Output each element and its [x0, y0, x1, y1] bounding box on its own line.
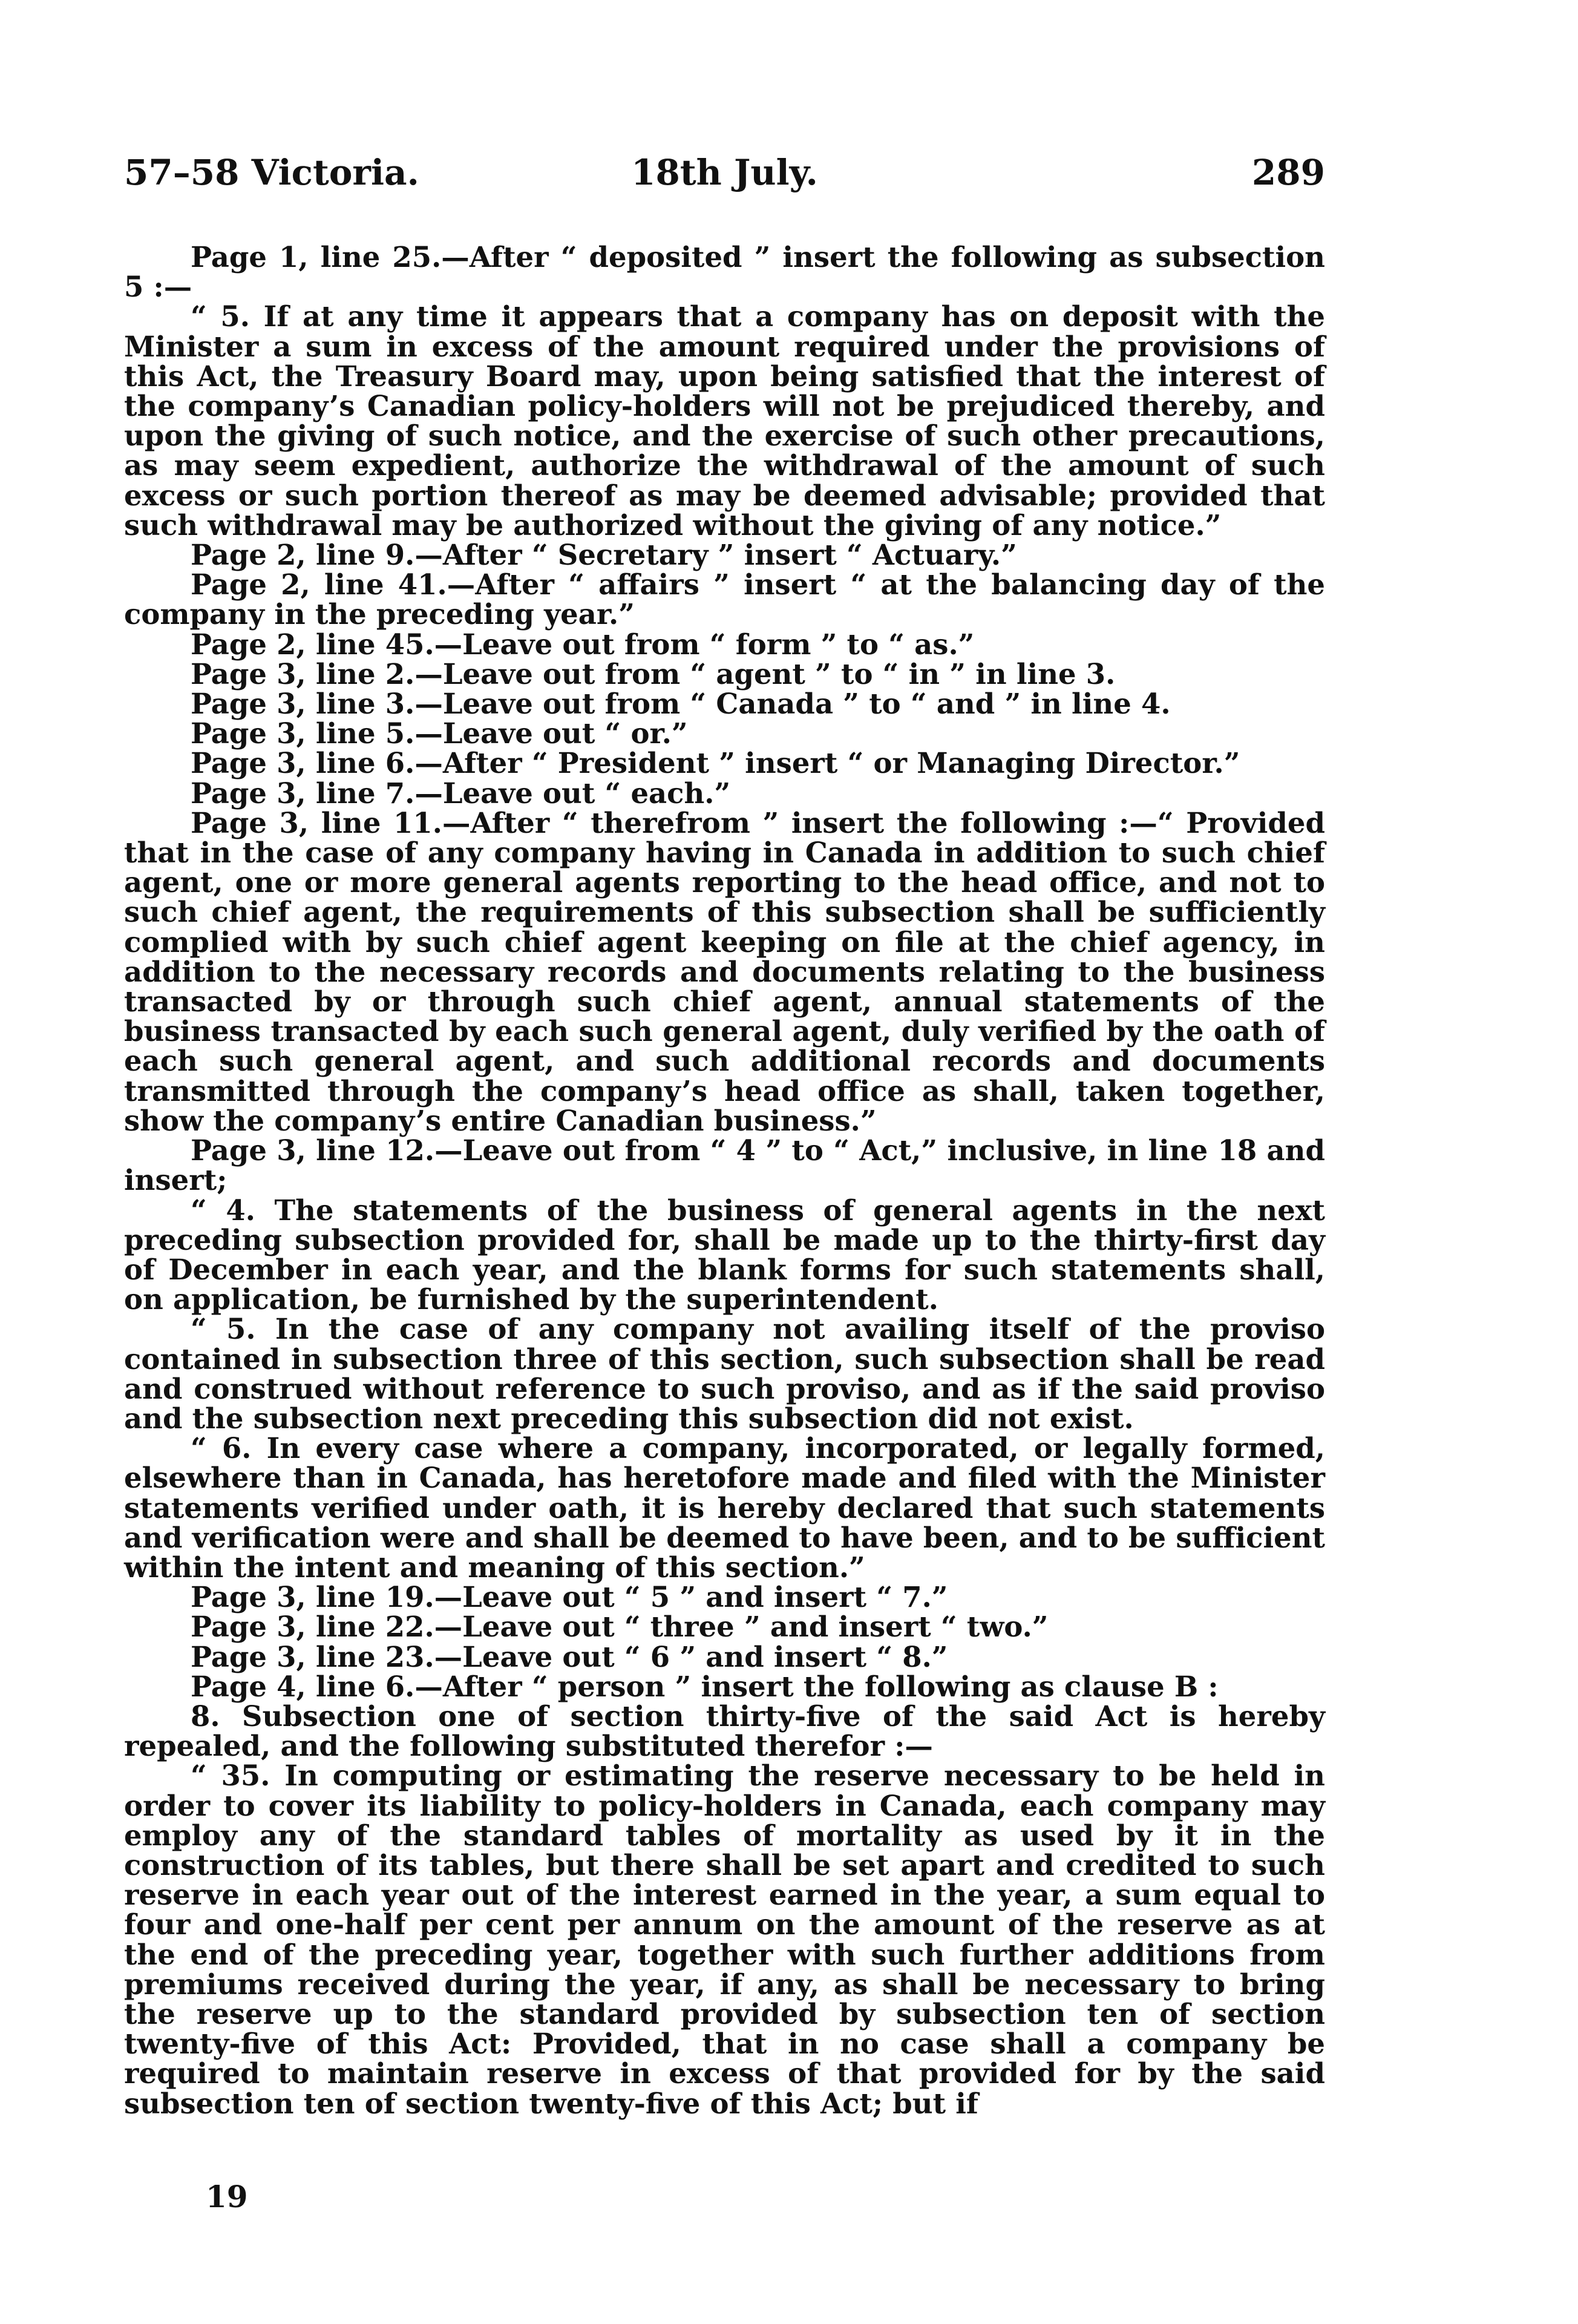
paragraph: Page 3, line 12.—Leave out from “ 4 ” to “ Act,” inclusive, in line 18 and insert;: [124, 1134, 1325, 1197]
paragraph: “ 35. In computing or estimating the reserve necessary to be held in order to cover its liability to policy-holders in Canada, each company may employ any of the standard tables of mortality as used by it in the construction of its tables, but there shall be set apart and credited to such reserve in each year out of the interest earned in the year, a sum equal to four and one-half per cent per annum on the amount of the reserve as at the end of the preceding year, together with such further additions from premiums received during the year, if any, as shall be necessary to bring the reserve up to the standard provided by subsection ten of section twenty-five of this Act: Provided, that in no case shall a company be required to maintain reserve in excess of that provided for by the said subsection ten of section twenty-five of this Act; but if: [124, 1759, 1325, 2120]
paragraph: Page 2, line 45.—Leave out from “ form ” to “ as.”: [191, 627, 975, 661]
header-date: 18th July.: [631, 152, 818, 193]
body-text: [124, 242, 1325, 2118]
paragraph: Page 3, line 5.—Leave out “ or.”: [191, 717, 688, 750]
paragraph: Page 1, line 25.—After “ deposited ” insert the following as subsection 5 :—: [124, 240, 1325, 304]
paragraph: Page 3, line 11.—After “ therefrom ” insert the following :—“ Provided that in the case of any company having in Canada in addition to such chief agent, one or more general agents reporting to the head office, and not to such chief agent, the requirements of this subsection shall be sufficiently complied with by such chief agent keeping on file at the chief agency, in addition to the necessary records and documents relating to the business transacted by or through such chief agent, annual statements of the business transacted by each such general agent, duly verified by the oath of each such general agent, and such additional records and documents transmitted through the company’s head office as shall, taken together, show the company’s entire Canadian business.”: [124, 806, 1325, 1137]
paragraph: Page 2, line 41.—After “ affairs ” insert “ at the balancing day of the company in the preceding year.”: [124, 568, 1325, 631]
paragraph: “ 4. The statements of the business of general agents in the next preceding subsection provided for, shall be made up to the thirty-first day of December in each year, and the blank forms for such statements shall, on application, be furnished by the superintendent.: [124, 1193, 1325, 1316]
header-session: 57–58 Victoria.: [124, 152, 419, 193]
paragraph: Page 4, line 6.—After “ person ” insert the following as clause B :: [191, 1669, 1219, 1703]
paragraph: “ 6. In every case where a company, incorporated, or legally formed, elsewhere than in Canada, has heretofore made and filed with the Minister statements verified under oath, it is hereby declared that such statements and verification were and shall be deemed to have been, and to be sufficient within the intent and meaning of this section.”: [124, 1431, 1325, 1584]
paragraph: “ 5. In the case of any company not availing itself of the proviso contained in subsection three of this section, such subsection shall be read and construed without reference to such proviso, and as if the said proviso and the subsection next preceding this subsection did not exist.: [124, 1312, 1325, 1435]
paragraph: Page 3, line 2.—Leave out from “ agent ” to “ in ” in line 3.: [191, 657, 1116, 691]
paragraph: 8. Subsection one of section thirty-five of the said Act is hereby repealed, and the following substituted therefor :—: [124, 1699, 1325, 1763]
paragraph: Page 3, line 19.—Leave out “ 5 ” and insert “ 7.”: [191, 1580, 948, 1614]
paragraph: Page 2, line 9.—After “ Secretary ” insert “ Actuary.”: [191, 538, 1017, 572]
paragraph: “ 5. If at any time it appears that a company has on deposit with the Minister a sum in excess of the amount required under the provisions of this Act, the Treasury Board may, upon being satisfied that the interest of the company’s Canadian policy-holders will not be prejudiced thereby, and upon the giving of such notice, and the exercise of such other precautions, as may seem expedient, authorize the withdrawal of the amount of such excess or such portion thereof as may be deemed advisable; provided that such withdrawal may be authorized without the giving of any notice.”: [124, 300, 1325, 542]
paragraph: Page 3, line 6.—After “ President ” insert “ or Managing Director.”: [191, 746, 1240, 780]
paragraph: Page 3, line 22.—Leave out “ three ” and insert “ two.”: [191, 1610, 1049, 1644]
page-number: 289: [1251, 152, 1325, 193]
running-header: [124, 151, 1325, 194]
paragraph: Page 3, line 23.—Leave out “ 6 ” and insert “ 8.”: [191, 1640, 948, 1673]
paragraph: Page 3, line 3.—Leave out from “ Canada ” to “ and ” in line 4.: [191, 687, 1171, 721]
signature-mark: 19: [206, 2179, 248, 2214]
paragraph: Page 3, line 7.—Leave out “ each.”: [191, 776, 731, 810]
